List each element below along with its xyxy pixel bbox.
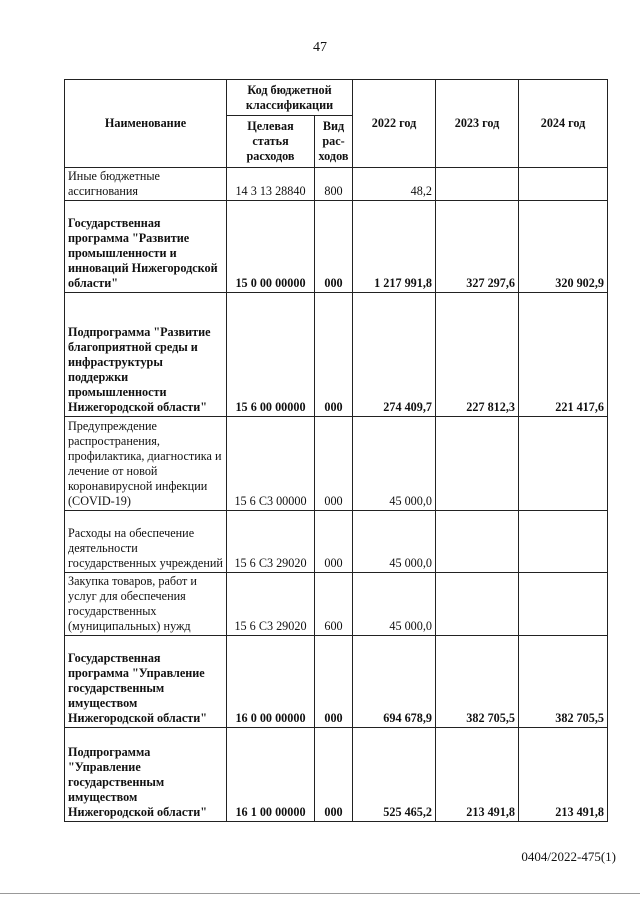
- row-expense-type: 000: [315, 293, 353, 417]
- row-value-2022: 45 000,0: [353, 573, 436, 636]
- row-value-2022: 274 409,7: [353, 293, 436, 417]
- row-target-article: 14 3 13 28840: [227, 168, 315, 201]
- row-value-2024: 320 902,9: [519, 201, 608, 293]
- row-name: Подпрограмма "Управление государственным имуществом Нижегородской области": [65, 728, 227, 822]
- header-2022: 2022 год: [353, 80, 436, 168]
- header-2023: 2023 год: [436, 80, 519, 168]
- table-row: [65, 417, 608, 511]
- row-value-2024: 221 417,6: [519, 293, 608, 417]
- row-value-2023: 327 297,6: [436, 201, 519, 293]
- row-value-2022: 45 000,0: [353, 511, 436, 573]
- row-target-article: 15 6 С3 29020: [227, 573, 315, 636]
- row-expense-type: 800: [315, 168, 353, 201]
- row-expense-type: 000: [315, 511, 353, 573]
- row-value-2024: [519, 573, 608, 636]
- row-value-2023: 227 812,3: [436, 293, 519, 417]
- row-name: Закупка товаров, работ и услуг для обеспечения государственных (муниципальных) нужд: [65, 573, 227, 636]
- row-value-2023: 213 491,8: [436, 728, 519, 822]
- row-expense-type: 000: [315, 636, 353, 728]
- header-kbk-group: Код бюджетной классификации: [227, 80, 353, 116]
- row-target-article: 16 0 00 00000: [227, 636, 315, 728]
- row-target-article: 15 0 00 00000: [227, 201, 315, 293]
- row-name: Подпрограмма "Развитие благоприятной среды и инфраструктуры поддержки промышленности Нижегородской области": [65, 293, 227, 417]
- row-name: Государственная программа "Управление государственным имуществом Нижегородской области": [65, 636, 227, 728]
- row-expense-type: 000: [315, 417, 353, 511]
- bottom-rule: [0, 893, 640, 894]
- row-value-2022: 45 000,0: [353, 417, 436, 511]
- row-expense-type: 000: [315, 728, 353, 822]
- table-row: [65, 168, 608, 201]
- header-2024: 2024 год: [519, 80, 608, 168]
- row-value-2023: [436, 417, 519, 511]
- table-row: [65, 728, 608, 822]
- row-name: Иные бюджетные ассигнования: [65, 168, 227, 201]
- table-row: [65, 636, 608, 728]
- table-row: [65, 573, 608, 636]
- row-value-2024: 382 705,5: [519, 636, 608, 728]
- page-number: 47: [313, 40, 327, 55]
- row-value-2023: [436, 168, 519, 201]
- row-value-2023: [436, 573, 519, 636]
- row-target-article: 15 6 С3 29020: [227, 511, 315, 573]
- row-value-2022: 48,2: [353, 168, 436, 201]
- row-target-article: 15 6 С3 00000: [227, 417, 315, 511]
- row-name: Предупреждение распространения, профилактика, диагностика и лечение от новой коронавирусной инфекции (COVID-19): [65, 417, 227, 511]
- header-name: Наименование: [65, 80, 227, 168]
- document-code: 0404/2022-475(1): [521, 849, 616, 864]
- row-target-article: 16 1 00 00000: [227, 728, 315, 822]
- row-value-2022: 525 465,2: [353, 728, 436, 822]
- table-row: [65, 511, 608, 573]
- row-value-2023: 382 705,5: [436, 636, 519, 728]
- row-name: Расходы на обеспечение деятельности государственных учреждений: [65, 511, 227, 573]
- row-value-2024: [519, 417, 608, 511]
- table-row: [65, 201, 608, 293]
- row-value-2024: [519, 168, 608, 201]
- row-expense-type: 000: [315, 201, 353, 293]
- row-value-2022: 694 678,9: [353, 636, 436, 728]
- row-expense-type: 600: [315, 573, 353, 636]
- row-name: Государственная программа "Развитие промышленности и инноваций Нижегородской области": [65, 201, 227, 293]
- row-target-article: 15 6 00 00000: [227, 293, 315, 417]
- header-expense-type: Вид рас-ходов: [315, 116, 353, 168]
- header-target-article: Целевая статья расходов: [227, 116, 315, 168]
- table-row: [65, 293, 608, 417]
- row-value-2024: [519, 511, 608, 573]
- row-value-2022: 1 217 991,8: [353, 201, 436, 293]
- row-value-2023: [436, 511, 519, 573]
- row-value-2024: 213 491,8: [519, 728, 608, 822]
- budget-table: [64, 79, 608, 822]
